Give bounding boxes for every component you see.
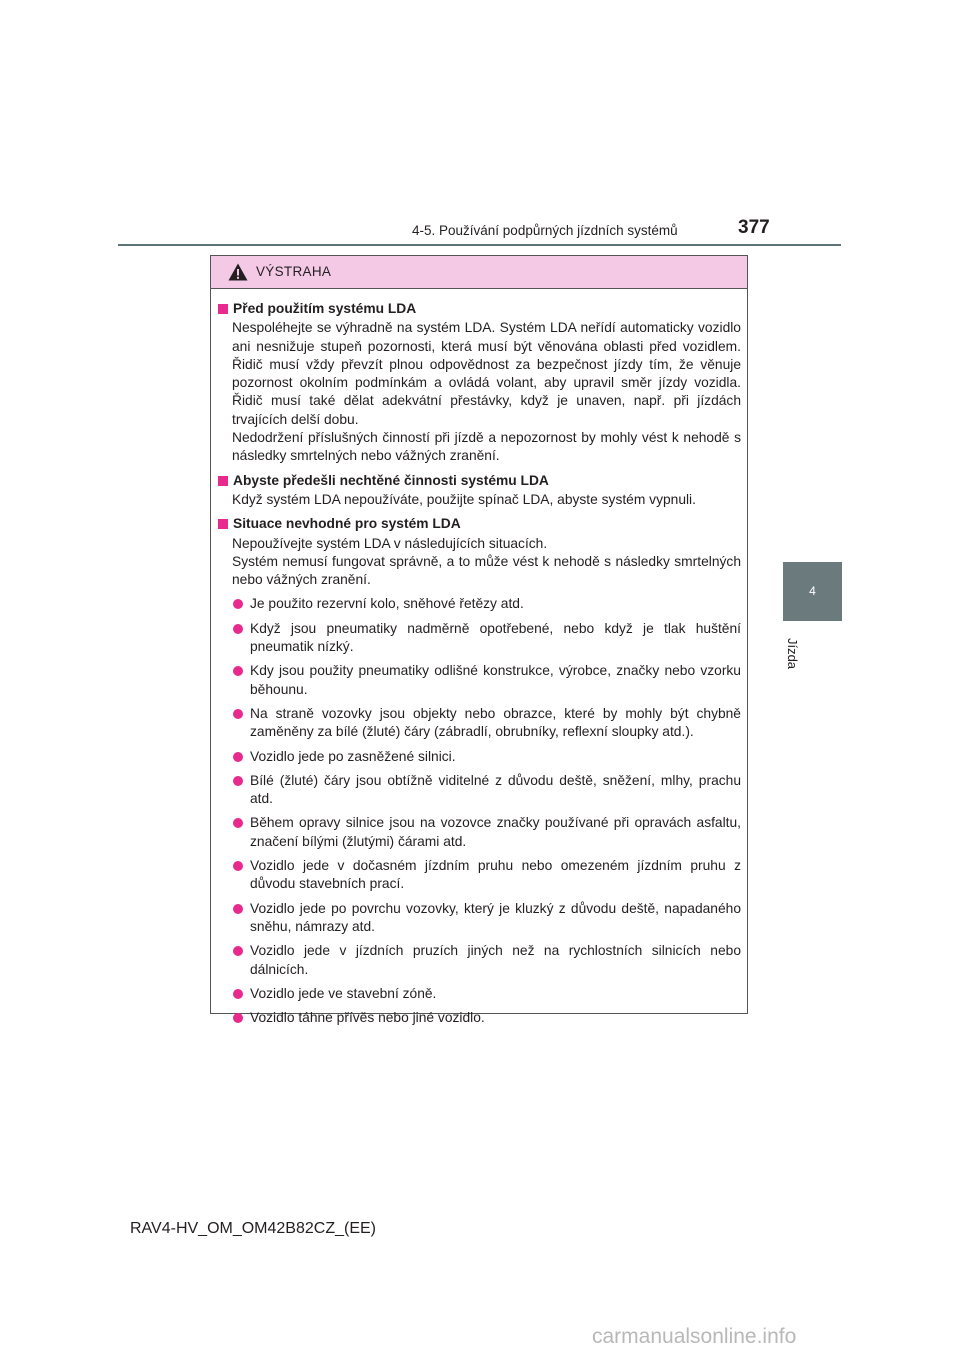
list-item: Kdy jsou použity pneumatiky odlišné konstrukce, výrobce, značky nebo vzorku běhounu. bbox=[232, 662, 741, 699]
section-heading: Abyste předešli nechtěné činnosti systému LDA bbox=[218, 472, 741, 490]
round-bullet-icon bbox=[233, 904, 243, 914]
section-heading: Před použitím systému LDA bbox=[218, 300, 741, 318]
round-bullet-icon bbox=[233, 818, 243, 828]
round-bullet-icon bbox=[233, 989, 243, 999]
page-number: 377 bbox=[738, 217, 770, 238]
paragraph: Nepoužívejte systém LDA v následujících situacích. Systém nemusí fungovat správně, a to může vést k nehodě s následky smrtelných nebo vážných zranění. bbox=[232, 535, 741, 588]
list-item: Na straně vozovky jsou objekty nebo obrazce, které by mohly být chybně zaměněny za bílé (žluté) čáry (zábradlí, obrubníky, reflexní sloupky atd.). bbox=[232, 705, 741, 742]
header-divider bbox=[118, 244, 841, 246]
round-bullet-icon bbox=[233, 776, 243, 786]
section-heading: Situace nevhodné pro systém LDA bbox=[218, 515, 741, 533]
document-code: RAV4-HV_OM_OM42B82CZ_(EE) bbox=[130, 1220, 376, 1237]
square-bullet-icon bbox=[218, 519, 228, 529]
round-bullet-icon bbox=[233, 624, 243, 634]
round-bullet-icon bbox=[233, 599, 243, 609]
warning-triangle-icon bbox=[228, 263, 248, 281]
list-item: Vozidlo jede v dočasném jízdním pruhu nebo omezeném jízdním pruhu z důvodu stavebních prací. bbox=[232, 857, 741, 894]
round-bullet-icon bbox=[233, 861, 243, 871]
list-item: Vozidlo jede po zasněžené silnici. bbox=[232, 748, 741, 766]
warning-header bbox=[211, 256, 747, 289]
list-item: Je použito rezervní kolo, sněhové řetězy atd. bbox=[232, 595, 741, 613]
chapter-label bbox=[783, 628, 803, 678]
list-item: Vozidlo jede ve stavební zóně. bbox=[232, 985, 741, 1003]
square-bullet-icon bbox=[218, 304, 228, 314]
watermark: carmanualsonline.info bbox=[592, 1325, 797, 1348]
list-item: Vozidlo jede po povrchu vozovky, který je kluzký z důvodu deště, napadaného sněhu, námrazy atd. bbox=[232, 900, 741, 937]
list-item: Bílé (žluté) čáry jsou obtížně viditelné z důvodu deště, sněžení, mlhy, prachu atd. bbox=[232, 772, 741, 809]
chapter-tab bbox=[783, 562, 842, 621]
warning-box bbox=[210, 255, 748, 1026]
warning-title: VÝSTRAHA bbox=[256, 264, 332, 279]
round-bullet-icon bbox=[233, 709, 243, 719]
list-item: Během opravy silnice jsou na vozovce značky používané při opravách asfaltu, značení bílými (žlutými) čárami atd. bbox=[232, 814, 741, 851]
list-item: Když jsou pneumatiky nadměrně opotřebené, nebo když je tlak huštění pneumatik nízký. bbox=[232, 620, 741, 657]
square-bullet-icon bbox=[218, 476, 228, 486]
round-bullet-icon bbox=[233, 1013, 243, 1023]
section-title: 4-5. Používání podpůrných jízdních systémů bbox=[412, 223, 678, 238]
round-bullet-icon bbox=[233, 752, 243, 762]
warning-body bbox=[211, 289, 747, 1027]
round-bullet-icon bbox=[233, 666, 243, 676]
paragraph: Když systém LDA nepoužíváte, použijte spínač LDA, abyste systém vypnuli. bbox=[232, 491, 696, 507]
chapter-label-text: Jízda bbox=[785, 637, 801, 669]
list-item: Vozidlo táhne přívěs nebo jiné vozidlo. bbox=[232, 1009, 741, 1027]
bullet-list bbox=[218, 595, 741, 1027]
paragraph: Nespoléhejte se výhradně na systém LDA. Systém LDA neřídí automaticky vozidlo ani nesnižuje stupeň pozornosti, která musí být věnována oblasti před vozidlem. Řidič musí vždy převzít plnou odpovědnost za bezpečnost jízdy tím, že věnuje pozornost okolním podmínkám a ovládá volant, aby upravil směr jízdy vozidla. Řidič musí také dělat adekvátní přestávky, když je unaven, např. při jízdách trvajících delší dobu. Nedodržení příslušných činností při jízdě a nepozornost by mohly vést k nehodě s následky smrtelných nebo vážných zranění. bbox=[232, 320, 741, 464]
chapter-number: 4 bbox=[809, 584, 816, 598]
round-bullet-icon bbox=[233, 946, 243, 956]
list-item: Vozidlo jede v jízdních pruzích jiných než na rychlostních silnicích nebo dálnicích. bbox=[232, 942, 741, 979]
